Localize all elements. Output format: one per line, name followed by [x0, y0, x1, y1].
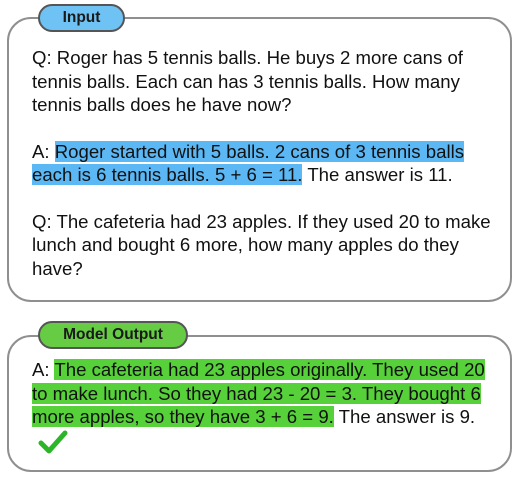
output-content: [32, 358, 502, 455]
input-content: [32, 46, 502, 280]
answer-1-rest: The answer is 11.: [302, 164, 453, 185]
output-tag: Model Output: [38, 321, 188, 349]
model-answer: [32, 358, 502, 455]
answer-1: [32, 140, 502, 187]
answer-1-prefix: A:: [32, 140, 55, 162]
model-answer-highlight: The cafeteria had 23 apples originally. They used 20 to make lunch. So they had 23 - 20 = 3. They bought 6 more apples, so they have 3 + 6 = 9.: [32, 359, 485, 427]
model-answer-prefix: A:: [32, 359, 55, 380]
answer-1-highlight: Roger started with 5 balls. 2 cans of 3 tennis balls each is 6 tennis balls. 5 + 6 = 11.: [32, 140, 465, 185]
question-2: Q: The cafeteria had 23 apples. If they used 20 to make lunch and bought 6 more, how many apples do they have?: [32, 210, 491, 279]
model-answer-rest: The answer is 9.: [333, 406, 476, 427]
check-icon: [38, 429, 68, 455]
input-tag: Input: [38, 4, 125, 32]
question-1: Q: Roger has 5 tennis balls. He buys 2 more cans of tennis balls. Each can has 3 tennis balls. How many tennis balls does he have now?: [32, 47, 463, 115]
